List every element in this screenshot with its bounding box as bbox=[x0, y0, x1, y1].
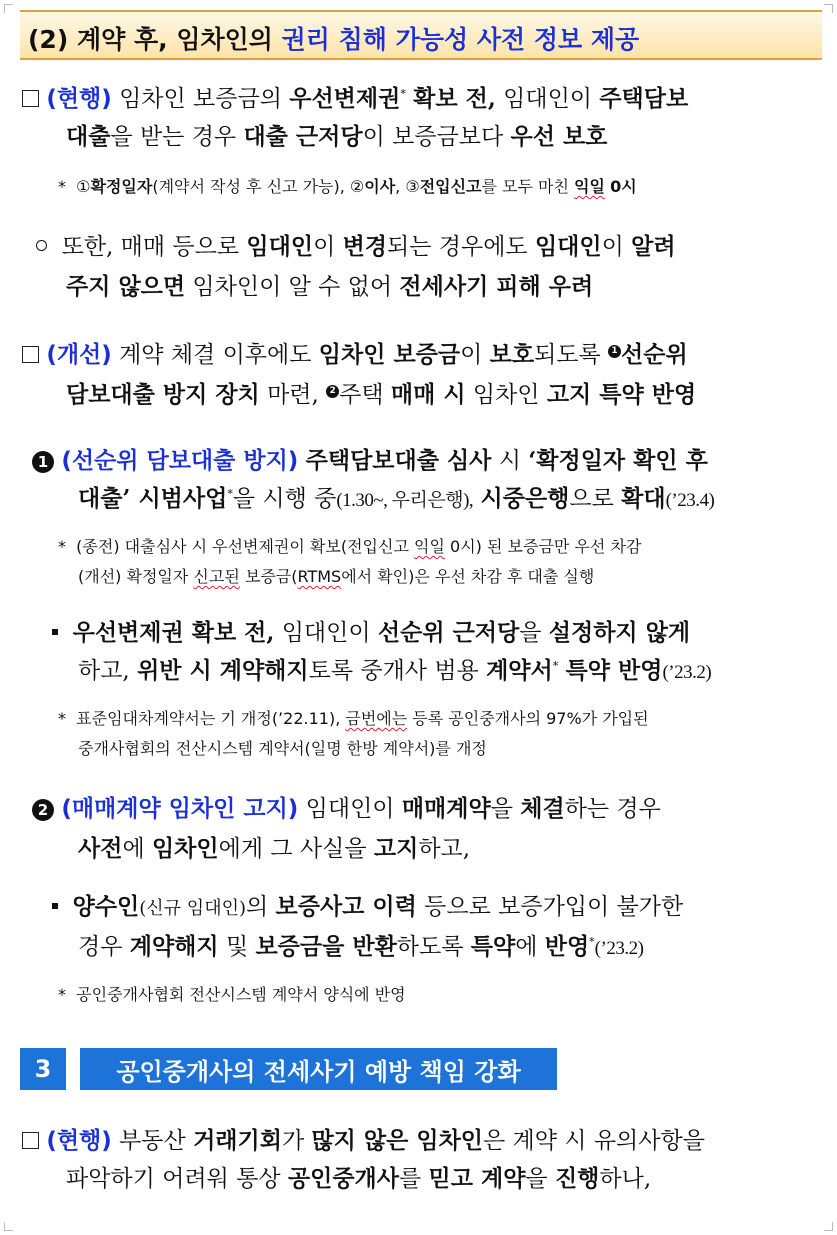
square-bullet-icon bbox=[52, 903, 58, 909]
bold-text: 익일 bbox=[574, 177, 605, 196]
footnote-star: * bbox=[58, 709, 66, 728]
bold-text: 확대 bbox=[621, 485, 666, 512]
bold-text: 고지 bbox=[373, 835, 419, 862]
text: 익일 bbox=[414, 537, 445, 556]
bold-text: 이사 bbox=[364, 177, 396, 196]
text: ① bbox=[76, 177, 91, 196]
bold-text: 대출 근저당 bbox=[243, 123, 363, 150]
text: 에 bbox=[515, 934, 538, 960]
circled-two-icon: 2 bbox=[326, 385, 339, 398]
section-header bbox=[20, 10, 822, 60]
text: 주택 bbox=[339, 382, 384, 408]
circled-one-icon: 1 bbox=[608, 345, 621, 358]
bold-text: 확정일자 bbox=[90, 177, 153, 196]
text: 은 계약 시 유의사항을 bbox=[483, 1128, 705, 1154]
checkbox-square-icon bbox=[22, 346, 39, 363]
bold-text: 특약 반영 bbox=[565, 657, 663, 684]
section-title bbox=[28, 20, 639, 56]
footnote-mark: * bbox=[552, 659, 559, 673]
text: 임대인이 bbox=[281, 620, 371, 646]
bold-text: 공인중개사 bbox=[287, 1165, 399, 1192]
bold-text: 고지 특약 반영 bbox=[546, 381, 697, 408]
section-title-chip bbox=[80, 1048, 557, 1090]
section-number: 3 bbox=[34, 1055, 52, 1083]
crop-mark bbox=[4, 1222, 13, 1231]
footnote-star: * bbox=[58, 985, 66, 1004]
text: 이 bbox=[313, 234, 336, 260]
bold-text: 특약 bbox=[470, 933, 516, 960]
section-title-black: 계약 후, 임차인의 bbox=[76, 25, 273, 54]
bold-text: 임차인 bbox=[151, 835, 219, 862]
footnote-mark: * bbox=[227, 487, 233, 501]
footnote-mark: * bbox=[400, 87, 406, 101]
bold-text: 보증금을 반환 bbox=[255, 933, 397, 960]
text: 임대인이 bbox=[503, 86, 593, 112]
text: 임대인이 bbox=[305, 796, 395, 822]
bullet2-line2 bbox=[78, 932, 643, 964]
bold-text: 믿고 계약 bbox=[428, 1165, 526, 1192]
text: 표준임대차계약서는 기 개정(’22.11), bbox=[76, 709, 341, 728]
bold-text: 주택담보대출 심사 bbox=[305, 447, 492, 474]
footnote-line bbox=[58, 708, 649, 730]
text: 되는 경우에도 bbox=[387, 234, 528, 260]
text: 마련, bbox=[267, 382, 319, 408]
section-number: (2) bbox=[28, 25, 69, 54]
bold-text: ‘확정일자 확인 후 bbox=[528, 447, 708, 474]
bold-text: 매매 시 bbox=[390, 381, 466, 408]
text: 또한, 매매 등으로 bbox=[61, 234, 240, 260]
text: 임차인 보증금의 bbox=[119, 86, 282, 112]
crop-mark bbox=[824, 4, 833, 13]
checkbox-square-icon bbox=[22, 1132, 39, 1149]
paragraph-improve-line2 bbox=[66, 380, 696, 410]
text: 신고된 bbox=[193, 567, 240, 586]
text: 금번에는 bbox=[345, 709, 408, 728]
text: (계약서 작성 후 신고 가능), ② bbox=[152, 177, 365, 196]
bold-text: 변경 bbox=[342, 233, 388, 260]
paragraph-current2-line1 bbox=[22, 1126, 705, 1156]
footnote-line bbox=[78, 738, 487, 760]
text: 등록 공인중개사의 97%가 가입된 bbox=[412, 709, 649, 728]
text: 으로 bbox=[569, 486, 614, 512]
bold-text: 계약해지 bbox=[129, 933, 219, 960]
paragraph-current2-line2 bbox=[66, 1164, 651, 1194]
text: 가 bbox=[281, 1128, 305, 1154]
item2-line1 bbox=[32, 794, 661, 824]
text: 이 보증금보다 bbox=[362, 124, 504, 150]
text: 파악하기 어려워 통상 bbox=[66, 1166, 281, 1192]
bold-text: 임차인 보증금 bbox=[318, 341, 461, 368]
paragraph-current-line2 bbox=[66, 122, 607, 152]
bold-text: 반영 bbox=[544, 933, 590, 960]
paragraph-also-line2 bbox=[66, 272, 593, 302]
text: (신규 임대인) bbox=[139, 898, 246, 919]
text: 이 bbox=[601, 234, 624, 260]
checkbox-square-icon bbox=[22, 90, 39, 107]
bold-text: 진행 bbox=[554, 1165, 600, 1192]
text: 등으로 보증가입이 불가한 bbox=[424, 894, 684, 920]
item-tag: (매매계약 임차인 고지) bbox=[61, 796, 299, 822]
text: 시 bbox=[498, 448, 521, 474]
text: 0시) 된 보증금만 우선 차감 bbox=[450, 537, 642, 556]
bold-text: 담보대출 방지 장치 bbox=[66, 381, 260, 408]
text: 되도록 bbox=[534, 342, 601, 368]
footnote-star: * bbox=[58, 177, 66, 196]
section-title-blue: 권리 침해 가능성 사전 정보 제공 bbox=[281, 25, 640, 54]
text: (’23.4) bbox=[665, 490, 715, 511]
bold-text: 대출’ 시범사업 bbox=[78, 485, 228, 512]
paragraph-also-line1 bbox=[36, 232, 676, 262]
text: 계약 체결 이후에도 bbox=[119, 342, 312, 368]
crop-mark bbox=[4, 4, 13, 13]
text: 을 받는 경우 bbox=[110, 124, 237, 150]
paragraph-improve-line1 bbox=[22, 340, 688, 370]
text: 에게 그 사실을 bbox=[218, 836, 367, 862]
text: 하도록 bbox=[396, 934, 464, 960]
bold-text: 사전 bbox=[78, 835, 123, 862]
bold-text: 시중은행 bbox=[480, 485, 570, 512]
text: 임차인이 알 수 없어 bbox=[192, 274, 393, 300]
text: 에 bbox=[122, 836, 145, 862]
bold-text: 양수인 bbox=[72, 893, 140, 920]
current-tag: (현행) bbox=[46, 86, 112, 112]
bold-text: 보증사고 이력 bbox=[275, 893, 417, 920]
circle-bullet-icon bbox=[36, 240, 47, 251]
bold-text: 우선 보호 bbox=[510, 123, 608, 150]
crop-mark bbox=[824, 1222, 833, 1231]
bold-text: 체결 bbox=[520, 795, 565, 822]
bullet1-line2 bbox=[78, 656, 711, 688]
text: 을 bbox=[519, 620, 542, 646]
text: 토록 중개사 범용 bbox=[308, 658, 479, 684]
text: 부동산 bbox=[119, 1128, 186, 1154]
text: 를 모두 마친 bbox=[481, 177, 569, 196]
item2-line2 bbox=[78, 834, 470, 864]
text: RTMS bbox=[297, 567, 342, 586]
text: 을 bbox=[490, 796, 513, 822]
text: 임차인 bbox=[472, 382, 540, 408]
bold-text: 확보 전, bbox=[413, 85, 496, 112]
text: 공인중개사협회 전산시스템 계약서 양식에 반영 bbox=[76, 985, 406, 1004]
text: 경우 bbox=[78, 934, 123, 960]
text: (개선) 확정일자 bbox=[78, 567, 189, 586]
text: 및 bbox=[225, 934, 249, 960]
bold-text: 알려 bbox=[631, 233, 676, 260]
item-tag: (선순위 담보대출 방지) bbox=[61, 448, 299, 474]
text: 보증금( bbox=[244, 567, 298, 586]
bullet2-line1 bbox=[52, 892, 683, 924]
bold-text: 대출 bbox=[66, 123, 111, 150]
text: (’23.2) bbox=[594, 938, 644, 959]
footnote-line bbox=[58, 176, 637, 198]
footnote-line bbox=[78, 566, 594, 588]
bold-text: 임대인 bbox=[534, 233, 602, 260]
text: (종전) 대출심사 시 우선변제권이 확보(전입신고 bbox=[76, 537, 409, 556]
footnote-mark: * bbox=[589, 935, 595, 949]
text: 을 시행 중 bbox=[232, 486, 337, 512]
text: 중개사협회의 전산시스템 계약서(일명 한방 계약서)를 개정 bbox=[78, 739, 487, 758]
item1-line2 bbox=[78, 484, 714, 516]
text: 에서 확인)은 우선 차감 후 대출 실행 bbox=[341, 567, 595, 586]
footnote-line bbox=[58, 536, 641, 558]
text: , ③ bbox=[395, 177, 420, 196]
bold-text: 계약서 bbox=[486, 657, 553, 684]
bold-text: 전입신고 bbox=[419, 177, 482, 196]
footnote-star: * bbox=[58, 537, 66, 556]
text: (’23.2) bbox=[662, 662, 712, 683]
bold-text: 거래기회 bbox=[193, 1127, 282, 1154]
bold-text: 주지 않으면 bbox=[66, 273, 186, 300]
bold-text: 설정하지 않게 bbox=[548, 619, 691, 646]
bold-text: 주택담보 bbox=[599, 85, 689, 112]
section-title: 공인중개사의 전세사기 예방 책임 강화 bbox=[116, 1057, 521, 1086]
square-bullet-icon bbox=[52, 629, 58, 635]
bold-text: 우선변제권 확보 전, bbox=[72, 619, 275, 646]
paragraph-current-line1 bbox=[22, 84, 688, 114]
numbered-circle-icon: 2 bbox=[32, 799, 54, 821]
bold-text: 보호 bbox=[489, 341, 535, 368]
section-number-chip bbox=[20, 1048, 66, 1090]
improve-tag: (개선) bbox=[46, 342, 112, 368]
bold-text: 선순위 근저당 bbox=[377, 619, 520, 646]
text: 하나, bbox=[599, 1166, 652, 1192]
text: 이 bbox=[460, 342, 483, 368]
footnote-line bbox=[58, 984, 406, 1006]
numbered-circle-icon: 1 bbox=[32, 451, 54, 473]
bold-text: 많지 않은 임차인 bbox=[311, 1127, 484, 1154]
text: (1.30~, 우리은행), bbox=[336, 490, 474, 511]
bold-text: 위반 시 계약해지 bbox=[137, 657, 309, 684]
text: 를 bbox=[399, 1166, 422, 1192]
text: 의 bbox=[246, 894, 269, 920]
text: 하고, bbox=[78, 658, 130, 684]
bold-text: 임대인 bbox=[246, 233, 314, 260]
text: 하는 경우 bbox=[564, 796, 661, 822]
text: 을 bbox=[525, 1166, 548, 1192]
bold-text: 0시 bbox=[610, 177, 637, 196]
bold-text: 전세사기 피해 우려 bbox=[399, 273, 594, 300]
bold-text: 매매계약 bbox=[401, 795, 491, 822]
bold-text: 우선변제권 bbox=[289, 85, 401, 112]
item1-line1 bbox=[32, 446, 708, 476]
current-tag: (현행) bbox=[46, 1128, 112, 1154]
text: 하고, bbox=[418, 836, 471, 862]
bold-text: 선순위 bbox=[621, 341, 688, 368]
bullet1-line1 bbox=[52, 618, 690, 648]
